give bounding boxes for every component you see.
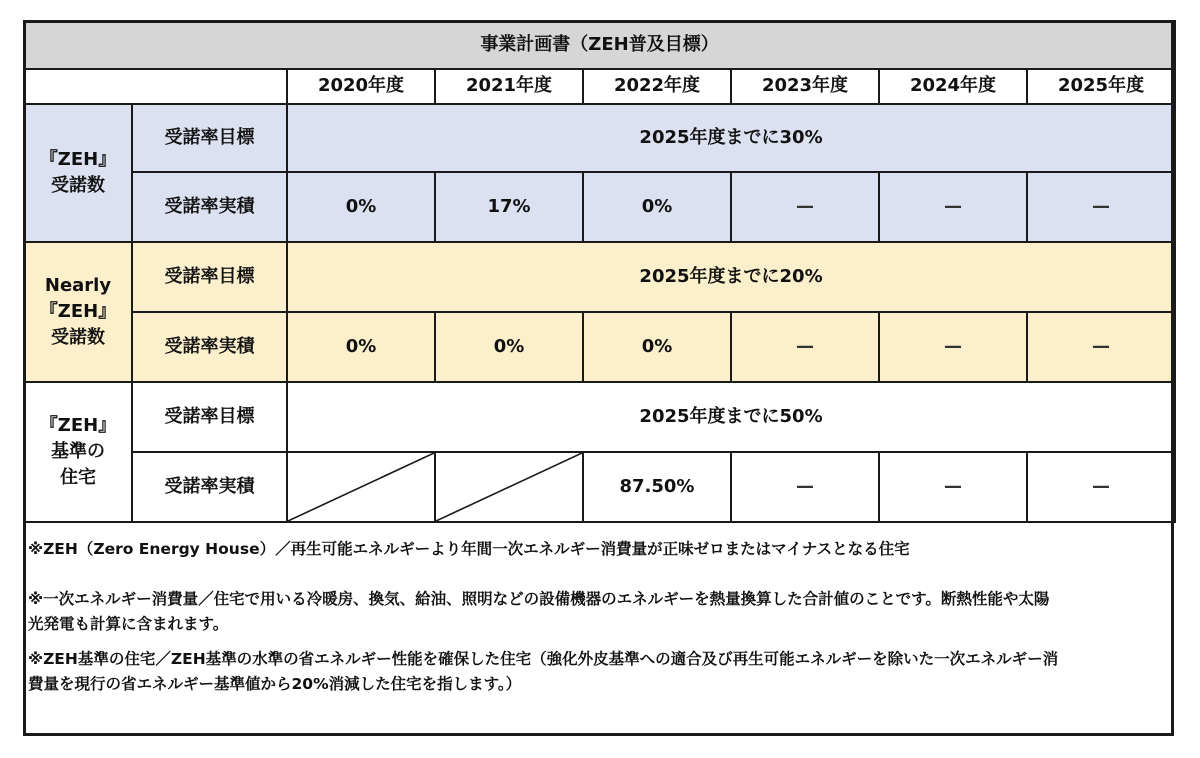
actual-cell: 0% [583,172,731,242]
actual-label: 受諾率実積 [132,312,287,382]
table-title: 事業計画書（ZEH普及目標） [24,21,1175,69]
note-zeh-definition: ※ZEH（Zero Energy House）／再生可能エネルギーより年間一次エネルギー消費量が正味ゼロまたはマイナスとなる住宅 [28,540,910,558]
actual-cell: 0% [583,312,731,382]
note-zeh-standard-cont: 費量を現行の省エネルギー基準値から20%消減した住宅を指します。） [28,675,522,693]
actual-cell: — [1027,312,1175,382]
target-value: 2025年度までに20% [287,242,1175,312]
target-value: 2025年度までに30% [287,104,1175,172]
actual-cell: 0% [287,172,435,242]
target-value: 2025年度までに50% [287,382,1175,452]
year-header: 2022年度 [583,69,731,104]
outer-frame [23,20,1174,736]
year-header: 2023年度 [731,69,879,104]
actual-cell: — [1027,452,1175,522]
actual-cell: 17% [435,172,583,242]
note-primary-energy: ※一次エネルギー消費量／住宅で用いる冷暖房、換気、給油、照明などの設備機器のエネルギーを熱量換算した合計値のことです。断熱性能や太陽 [28,590,1050,608]
actual-label: 受諾率実積 [132,172,287,242]
target-label: 受諾率目標 [132,104,287,172]
year-header: 2024年度 [879,69,1027,104]
actual-cell: 87.50% [583,452,731,522]
actual-cell: — [731,172,879,242]
actual-cell: — [1027,172,1175,242]
actual-cell: — [879,312,1027,382]
note-primary-energy-cont: 光発電も計算に含まれます。 [28,615,229,633]
actual-cell: 0% [435,312,583,382]
actual-label: 受諾率実積 [132,452,287,522]
group-label-zeh-standard: 『ZEH』 基準の 住宅 [24,382,132,522]
year-header: 2025年度 [1027,69,1175,104]
note-zeh-standard: ※ZEH基準の住宅／ZEH基準の水準の省エネルギー性能を確保した住宅（強化外皮基準への適合及び再生可能エネルギーを除いた一次エネルギー消 [28,650,1059,668]
actual-cell: — [879,172,1027,242]
actual-cell: — [731,312,879,382]
group-label-zeh: 『ZEH』 受諾数 [24,104,132,242]
target-label: 受諾率目標 [132,382,287,452]
actual-cell: 0% [287,312,435,382]
group-label-nearly-zeh: Nearly 『ZEH』 受諾数 [24,242,132,382]
year-header: 2021年度 [435,69,583,104]
year-header: 2020年度 [287,69,435,104]
target-label: 受諾率目標 [132,242,287,312]
actual-cell: — [731,452,879,522]
actual-cell: — [879,452,1027,522]
